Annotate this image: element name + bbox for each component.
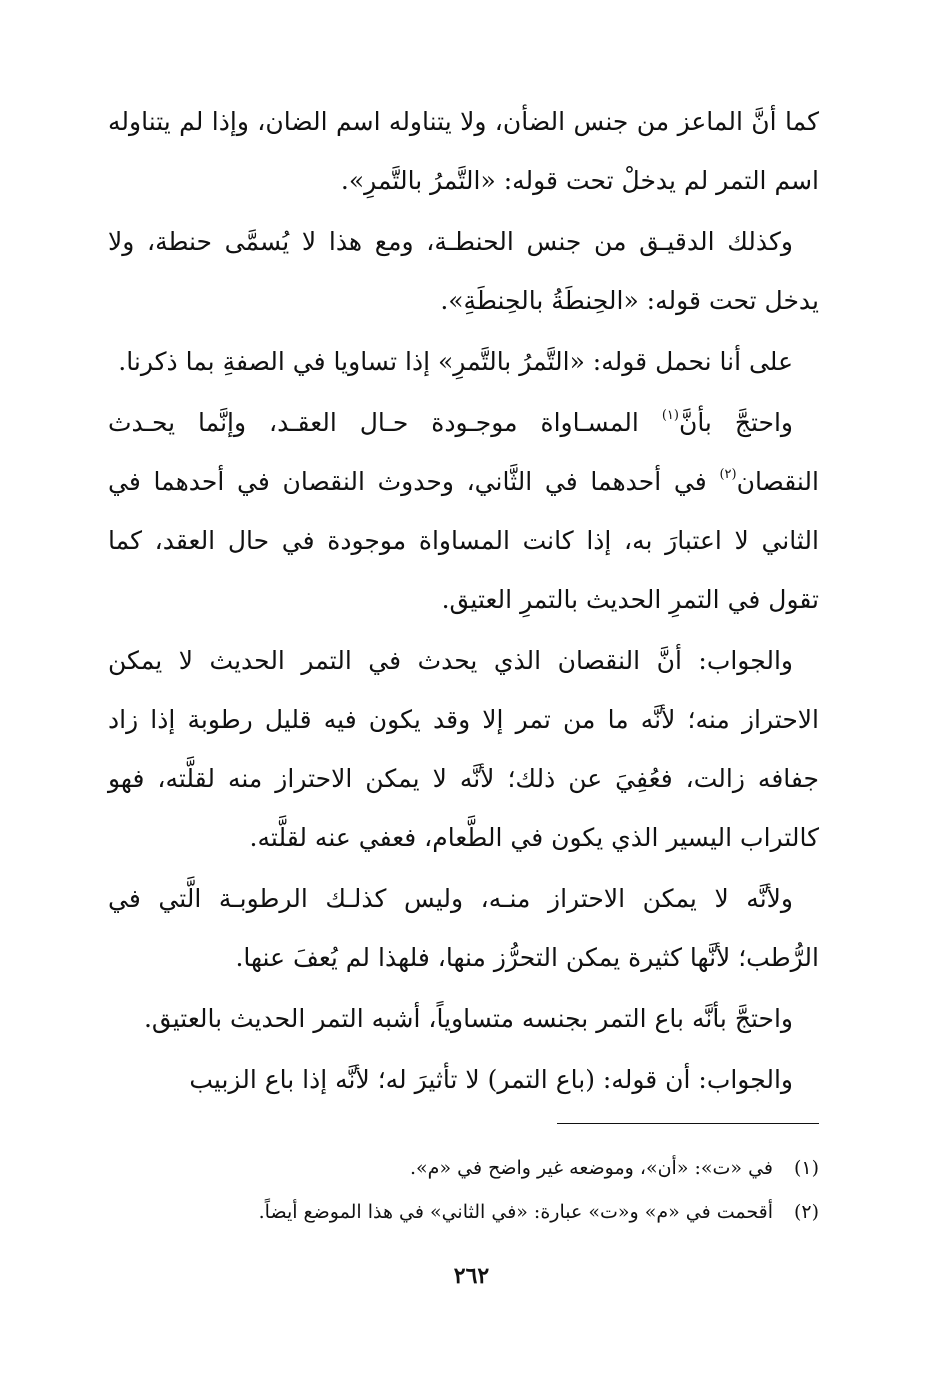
footnote-number: (١)	[793, 1157, 819, 1179]
footnote-number: (٢)	[793, 1201, 819, 1223]
paragraph-5: والجواب: أنَّ النقصان الذي يحدث في التمر الحديث لا يمكن الاحتراز منه؛ لأنَّه ما من تمر إلا وقد يكون فيه قليل رطوبة إذا زاد جفافه زالت، فعُفِيَ عن ذلك؛ لأنَّه لا يمكن الاحتراز منه لقلَّته، فهو كالتراب اليسير الذي يكون في الطَّعام، فعفي عنه لقلَّته.	[108, 646, 819, 852]
footnote-text: أقحمت في «م» و«ت» عبارة: «في الثاني» في هذا الموضع أيضاً.	[258, 1201, 773, 1223]
paragraph-6: ولأنَّه لا يمكن الاحتراز منـه، وليس كذلـك الرطوبـة الَّتي في الرُّطب؛ لأنَّها كثيرة يمكن التحرُّز منها، فلهذا لم يُعفَ عنها.	[108, 884, 819, 972]
paragraph-4-part-2: المسـاواة موجـودة حـال العقـد، وإنَّما يحـدث النقصان	[108, 408, 819, 496]
footnote-1	[108, 1146, 819, 1190]
main-text-block	[108, 92, 819, 1109]
paragraph-3: على أنا نحمل قوله: «التَّمرُ بالتَّمرِ» إذا تساويا في الصفةِ بما ذكرنا.	[118, 347, 793, 376]
footnote-text: في «ت»: «أن»، وموضعه غير واضح في «م».	[410, 1157, 773, 1179]
paragraph-2: وكذلك الدقيـق من جنس الحنطـة، ومع هذا لا يُسمَّى حنطة، ولا يدخل تحت قوله: «الحِنطَةُ بالحِنطَةِ».	[108, 227, 819, 315]
footnote-reference-1: (١)	[661, 408, 679, 423]
paragraph-7: واحتجَّ بأنَّه باع التمر بجنسه متساوياً، أشبه التمر الحديث بالعتيق.	[143, 1004, 793, 1033]
page-number: ٢٦٢	[453, 1263, 490, 1289]
paragraph-1: كما أنَّ الماعز من جنس الضأن، ولا يتناوله اسم الضان، وإذا لم يتناوله اسم التمر لم يدخلْ تحت قوله: «التَّمرُ بالتَّمرِ».	[108, 107, 819, 195]
footnotes-block	[108, 1146, 819, 1234]
paragraph-4-part-1: واحتجَّ بأنَّ	[678, 408, 793, 437]
paragraph-4	[108, 393, 819, 629]
footnote-2	[108, 1190, 819, 1234]
paragraph-4-part-3: في أحدهما في الثَّاني، وحدوث النقصان في أحدهما في الثاني لا اعتبارَ به، إذا كانت المساواة موجودة في حال العقد، كما تقول في التمرِ الحديث بالتمرِ العتيق.	[108, 467, 819, 614]
paragraph-8: والجواب: أن قوله: (باع التمر) لا تأثيرَ له؛ لأنَّه إذا باع الزبيب	[189, 1065, 793, 1094]
footnote-reference-2: (٢)	[719, 467, 737, 482]
footnote-separator	[557, 1123, 819, 1124]
